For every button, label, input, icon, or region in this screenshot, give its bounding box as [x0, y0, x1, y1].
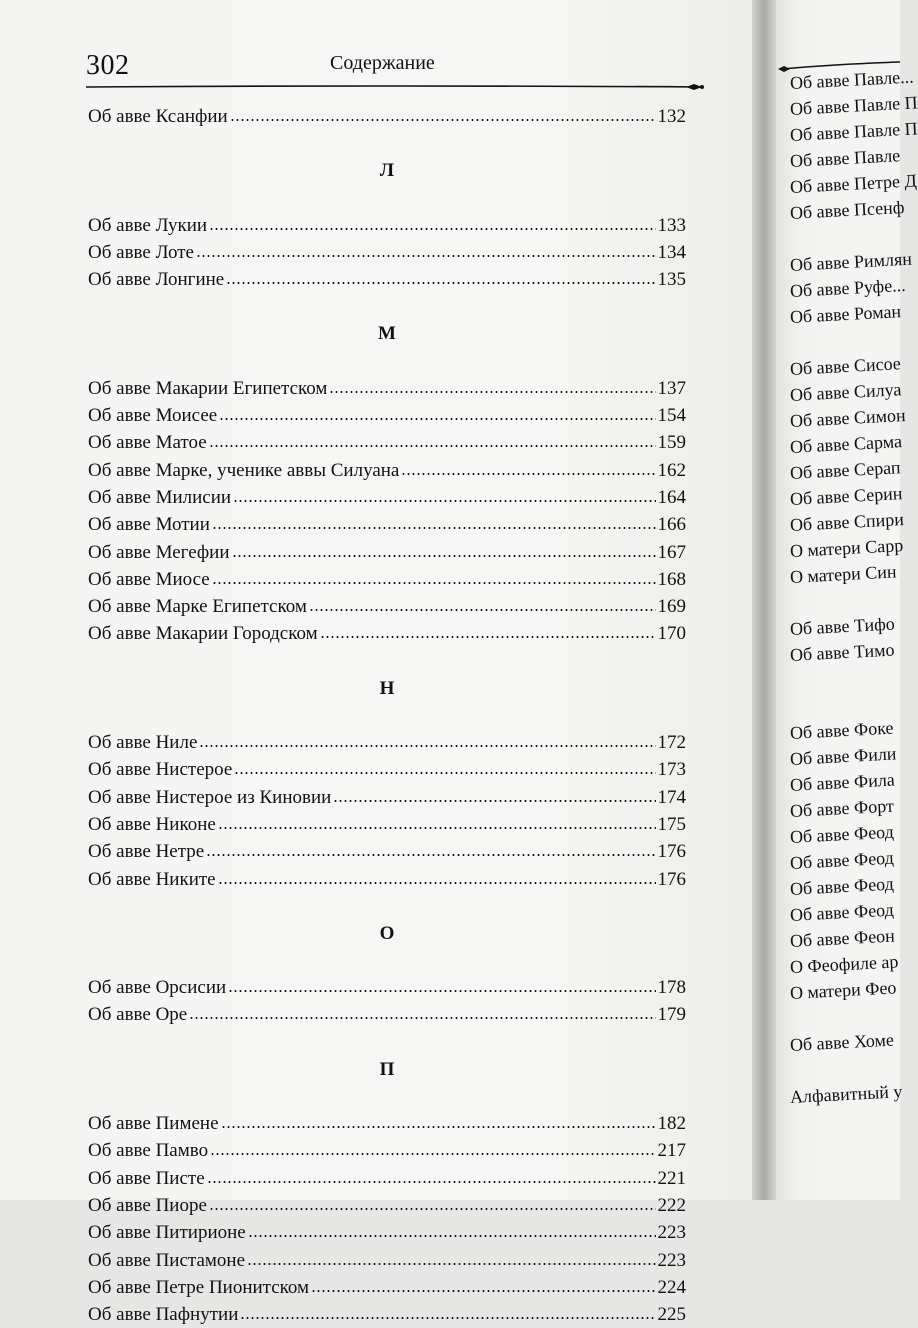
toc-entry-page: 159 — [657, 432, 686, 454]
toc-entry-title: Об авве Нетре — [88, 841, 205, 863]
right-page-entry: Об авве Сарма — [789, 431, 903, 457]
toc-entry — [88, 1001, 686, 1028]
toc-entry-page: 176 — [657, 868, 686, 890]
toc-entry-title: Об авве Макарии Египетском — [88, 377, 328, 399]
toc-entry-page: 133 — [657, 214, 686, 236]
toc-entry — [88, 566, 686, 593]
right-page-entry: О матери Син — [789, 561, 897, 587]
right-page-entry: Об авве Сисое — [789, 353, 902, 379]
right-page-entry: Об авве Спири — [789, 509, 905, 535]
toc-entry-page: 179 — [657, 1004, 686, 1026]
toc-entry — [88, 811, 686, 838]
toc-entry-title: Об авве Нистерое из Киновии — [88, 786, 332, 808]
toc-entry-page: 224 — [657, 1276, 686, 1298]
toc-entry — [88, 1165, 686, 1192]
toc-entry-title: Об авве Памво — [88, 1140, 209, 1162]
right-page-entry: Об авве Петре Д — [789, 170, 918, 197]
toc-dot-leader — [329, 390, 655, 394]
toc-entry-page: 221 — [657, 1167, 686, 1189]
toc-entry-page: 168 — [657, 568, 686, 590]
header-rule — [86, 82, 702, 92]
toc-dot-leader — [209, 444, 656, 448]
toc-entry-page: 176 — [657, 841, 686, 863]
toc-entry-page: 175 — [657, 813, 686, 835]
toc-dot-leader — [240, 1316, 655, 1320]
toc-entry — [88, 402, 686, 429]
toc-entry-page: 222 — [657, 1194, 686, 1216]
right-page-entry: Об авве Фила — [789, 769, 896, 795]
toc-dot-leader — [207, 1180, 656, 1184]
toc-entry — [88, 838, 686, 865]
right-page-list — [789, 66, 918, 1110]
toc-entry — [88, 457, 686, 484]
right-page-entry: Об авве Роман — [789, 301, 902, 327]
toc-entry — [88, 266, 686, 293]
right-page-entry: О матери Фео — [789, 977, 897, 1003]
toc-entry — [88, 756, 686, 783]
toc-entry — [88, 484, 686, 511]
toc-entry-page: 174 — [657, 786, 686, 808]
toc-entry-title: Об авве Марке Египетском — [88, 596, 307, 618]
toc-dot-leader — [196, 254, 656, 258]
toc-entry-title: Об авве Питирионе — [88, 1222, 246, 1244]
toc-entry — [88, 974, 686, 1001]
toc-dot-leader — [212, 526, 656, 530]
toc-entry-page: 178 — [657, 977, 686, 999]
toc-entry-title: Об авве Лоте — [88, 241, 194, 263]
toc-entry-page: 166 — [657, 514, 686, 536]
toc-entry-title: Об авве Марке, ученике аввы Силуана — [88, 459, 400, 481]
toc-dot-leader — [320, 635, 656, 639]
toc-entry-title: Об авве Орсисии — [88, 977, 227, 999]
toc-entry — [88, 429, 686, 456]
toc-dot-leader — [234, 771, 655, 775]
toc-dot-leader — [401, 472, 655, 476]
toc-entry — [88, 729, 686, 756]
toc-dot-leader — [218, 881, 656, 885]
running-head: Содержание — [330, 52, 435, 74]
right-page-entry: Об авве Феод — [789, 821, 895, 847]
toc-entry-title: Об авве Никите — [88, 868, 216, 890]
right-page-entry: Об авве Руфе... — [789, 274, 907, 301]
toc-entry-title: Об авве Милисии — [88, 486, 232, 508]
toc-dot-leader — [333, 799, 655, 803]
toc-dot-leader — [218, 826, 656, 830]
toc-dot-leader — [219, 417, 655, 421]
toc-dot-leader — [210, 1152, 655, 1156]
right-page-entry: Об авве Павле П — [789, 92, 918, 119]
toc-dot-leader — [230, 118, 656, 122]
toc-entry-page: 182 — [657, 1113, 686, 1135]
toc-dot-leader — [221, 1125, 656, 1129]
toc-entry-page: 223 — [657, 1249, 686, 1271]
toc-entry-title: Об авве Пимене — [88, 1113, 219, 1135]
toc-dot-leader — [232, 554, 656, 558]
toc-dot-leader — [209, 227, 655, 231]
right-page-entry: Об авве Феон — [789, 925, 896, 951]
toc-section-letter: Л — [379, 160, 395, 182]
toc-entry-title: Об авве Пистамоне — [88, 1249, 246, 1271]
toc-dot-leader — [309, 608, 656, 612]
toc-dot-leader — [247, 1262, 655, 1266]
toc-entry-page: 169 — [657, 596, 686, 618]
toc-entry — [88, 103, 686, 130]
toc-entry — [88, 1192, 686, 1219]
right-page-entry: О Феофиле ар — [789, 951, 899, 977]
toc-dot-leader — [206, 853, 655, 857]
toc-entry-title: Об авве Петре Пионитском — [88, 1276, 310, 1298]
toc-section-letter: Н — [379, 677, 395, 699]
toc-entry-title: Об авве Писте — [88, 1167, 205, 1189]
toc-entry-title: Об авве Пиоре — [88, 1194, 207, 1216]
right-page-entry: Об авве Фоке — [789, 717, 894, 743]
toc-entry-title: Об авве Мотии — [88, 514, 210, 536]
toc-entry-title: Об авве Пафнутии — [88, 1304, 239, 1326]
toc-entry-page: 173 — [657, 759, 686, 781]
toc-entry — [88, 1110, 686, 1137]
toc-entry-page: 135 — [657, 269, 686, 291]
toc-entry-title: Об авве Матое — [88, 432, 207, 454]
toc-entry — [88, 784, 686, 811]
right-page-entry: Об авве Симон — [789, 404, 907, 431]
right-page-entry: Об авве Форт — [789, 795, 895, 821]
right-page-entry: Алфавитный у — [789, 1081, 903, 1107]
right-page-entry: Об авве Павле П — [789, 118, 918, 145]
toc-entry-title: Об авве Лонгине — [88, 269, 225, 291]
toc-dot-leader — [228, 989, 655, 993]
right-page-entry: О матери Сарр — [789, 535, 904, 561]
toc-entry — [88, 375, 686, 402]
toc-entry-page: 162 — [657, 459, 686, 481]
right-page-entry: Об авве Павле — [789, 145, 901, 171]
right-section-gap — [790, 668, 918, 694]
toc-entry-page: 164 — [657, 486, 686, 508]
toc-dot-leader — [233, 499, 655, 503]
toc-dot-leader — [209, 1207, 656, 1211]
toc-dot-leader — [212, 581, 656, 585]
toc-entry — [88, 1301, 686, 1328]
right-page-entry: Об авве Феод — [789, 873, 895, 899]
toc-entry — [88, 212, 686, 239]
right-page-entry: Об авве Римлян — [789, 248, 913, 275]
toc-entry-page: 223 — [657, 1222, 686, 1244]
right-page-entry: Об авве Серап — [789, 457, 902, 483]
toc-entry-title: Об авве Никоне — [88, 813, 216, 835]
toc-entry — [88, 593, 686, 620]
right-page-entry: Об авве Феод — [789, 899, 895, 925]
right-page-entry: Об авве Тифо — [789, 613, 896, 639]
toc-entry — [88, 511, 686, 538]
right-page-entry: Об авве Феод — [789, 847, 895, 873]
right-page — [776, 0, 918, 1200]
toc-dot-leader — [311, 1289, 655, 1293]
toc-entry-title: Об авве Моисее — [88, 405, 218, 427]
right-page-entry: Об авве Тимо — [789, 639, 895, 665]
right-page-entry: Об авве Фили — [789, 743, 897, 769]
toc-entry-title: Об авве Лукии — [88, 214, 208, 236]
toc-entry-title: Об авве Оре — [88, 1004, 188, 1026]
toc-dot-leader — [226, 281, 655, 285]
toc-entry-title: Об авве Миосе — [88, 568, 210, 590]
toc-entry-title: Об авве Нистерое — [88, 759, 233, 781]
toc-entry — [88, 866, 686, 893]
toc-entry — [88, 1247, 686, 1274]
toc-entry-page: 167 — [657, 541, 686, 563]
toc-section-letter: М — [378, 323, 396, 345]
toc-dot-leader — [248, 1234, 656, 1238]
toc-entry-page: 134 — [657, 241, 686, 263]
toc-entry — [88, 1274, 686, 1301]
toc-section-letter: О — [379, 922, 395, 944]
toc-entry — [88, 239, 686, 266]
right-page-entry: Об авве Псенф — [789, 197, 905, 223]
toc-entry-page: 217 — [657, 1140, 686, 1162]
toc-entry-title: Об авве Мегефии — [88, 541, 230, 563]
toc-dot-leader — [199, 744, 655, 748]
toc-entry — [88, 620, 686, 647]
toc-entry-page: 132 — [657, 106, 686, 127]
toc-entry-title: Об авве Макарии Городском — [88, 623, 318, 645]
right-page-entry: Об авве Хоме — [789, 1029, 895, 1055]
toc-dot-leader — [189, 1016, 655, 1020]
toc-entry-page: 154 — [657, 405, 686, 427]
toc-entry-page: 172 — [657, 732, 686, 754]
toc-entry — [88, 1219, 686, 1246]
right-page-entry: Об авве Павле... — [789, 66, 915, 93]
toc-entry — [88, 539, 686, 566]
toc-entry-title: Об авве Ниле — [88, 732, 198, 754]
toc-section-letter: П — [379, 1058, 395, 1080]
toc-entry-page: 170 — [657, 623, 686, 645]
toc-entry-page: 137 — [657, 377, 686, 399]
right-page-entry: Об авве Силуа — [789, 379, 902, 405]
toc-entry — [88, 1137, 686, 1164]
toc-entry-title: Об авве Ксанфии — [88, 106, 228, 127]
toc-entry-page: 225 — [657, 1304, 686, 1326]
right-page-entry: Об авве Серин — [789, 483, 903, 509]
toc-list — [88, 103, 686, 1328]
page-number: 302 — [86, 50, 130, 81]
